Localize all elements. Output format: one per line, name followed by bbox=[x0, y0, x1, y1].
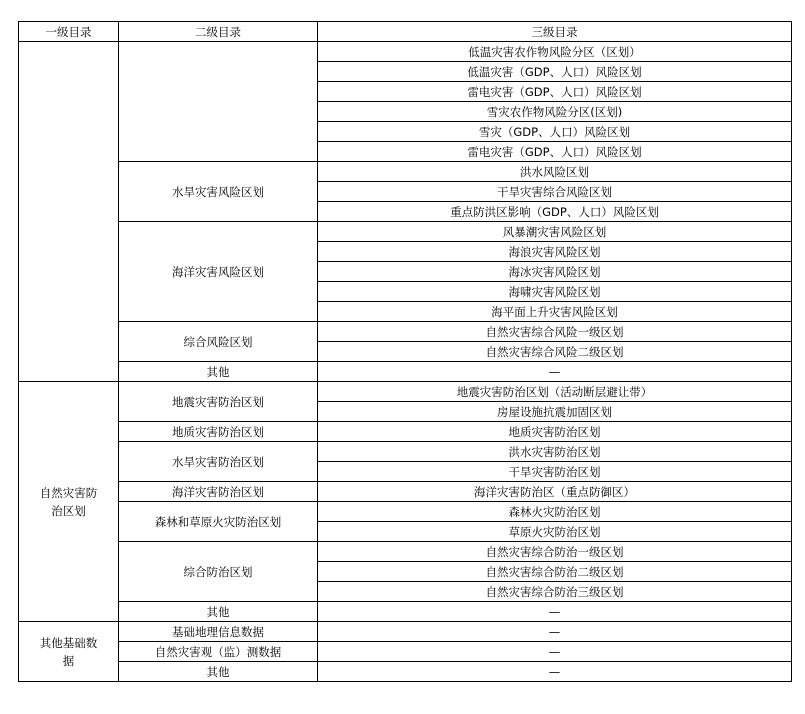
level3-cell: 低温灾害（GDP、人口）风险区划 bbox=[318, 62, 792, 82]
level3-cell: 自然灾害综合风险二级区划 bbox=[318, 342, 792, 362]
level2-cell: 其他 bbox=[119, 362, 318, 382]
level3-cell: 洪水灾害防治区划 bbox=[318, 442, 792, 462]
level3-cell: 自然灾害综合风险一级区划 bbox=[318, 322, 792, 342]
level3-cell: 海洋灾害防治区（重点防御区） bbox=[318, 482, 792, 502]
level3-cell: 雪灾（GDP、人口）风险区划 bbox=[318, 122, 792, 142]
level3-cell: 重点防洪区影响（GDP、人口）风险区划 bbox=[318, 202, 792, 222]
table-row bbox=[19, 222, 792, 242]
table-row bbox=[19, 642, 792, 662]
level2-cell: 海洋灾害风险区划 bbox=[119, 222, 318, 322]
level1-cell bbox=[19, 42, 119, 382]
level2-cell: 海洋灾害防治区划 bbox=[119, 482, 318, 502]
table-row bbox=[19, 162, 792, 182]
level2-cell: 综合防治区划 bbox=[119, 542, 318, 602]
table-row bbox=[19, 542, 792, 562]
level2-cell: 森林和草原火灾防治区划 bbox=[119, 502, 318, 542]
level3-cell: — bbox=[318, 362, 792, 382]
catalog-table-container bbox=[18, 21, 791, 682]
catalog-body bbox=[19, 42, 792, 682]
table-row bbox=[19, 42, 792, 62]
table-row bbox=[19, 322, 792, 342]
level2-cell: 水旱灾害风险区划 bbox=[119, 162, 318, 222]
level2-cell: 基础地理信息数据 bbox=[119, 622, 318, 642]
catalog-table bbox=[18, 21, 792, 682]
level3-cell: 低温灾害农作物风险分区（区划） bbox=[318, 42, 792, 62]
level2-cell: 自然灾害观（监）测数据 bbox=[119, 642, 318, 662]
table-row bbox=[19, 442, 792, 462]
level3-cell: 干旱灾害防治区划 bbox=[318, 462, 792, 482]
level3-cell: 自然灾害综合防治三级区划 bbox=[318, 582, 792, 602]
level2-cell: 地质灾害防治区划 bbox=[119, 422, 318, 442]
level2-cell: 水旱灾害防治区划 bbox=[119, 442, 318, 482]
level3-cell: 森林火灾防治区划 bbox=[318, 502, 792, 522]
header-level3: 三级目录 bbox=[318, 22, 792, 42]
level3-cell: 海啸灾害风险区划 bbox=[318, 282, 792, 302]
table-row bbox=[19, 482, 792, 502]
level3-cell: 地质灾害防治区划 bbox=[318, 422, 792, 442]
level3-cell: 风暴潮灾害风险区划 bbox=[318, 222, 792, 242]
table-row bbox=[19, 662, 792, 682]
header-row bbox=[19, 22, 792, 42]
level2-cell: 其他 bbox=[119, 662, 318, 682]
level2-cell: 地震灾害防治区划 bbox=[119, 382, 318, 422]
table-row bbox=[19, 602, 792, 622]
table-row bbox=[19, 382, 792, 402]
level3-cell: 地震灾害防治区划（活动断层避让带） bbox=[318, 382, 792, 402]
level3-cell: 洪水风险区划 bbox=[318, 162, 792, 182]
level3-cell: 自然灾害综合防治一级区划 bbox=[318, 542, 792, 562]
level3-cell: 海冰灾害风险区划 bbox=[318, 262, 792, 282]
level3-cell: — bbox=[318, 642, 792, 662]
level3-cell: — bbox=[318, 622, 792, 642]
level3-cell: — bbox=[318, 602, 792, 622]
level3-cell: 雪灾农作物风险分区(区划) bbox=[318, 102, 792, 122]
level3-cell: 草原火灾防治区划 bbox=[318, 522, 792, 542]
table-row bbox=[19, 622, 792, 642]
level3-cell: 雷电灾害（GDP、人口）风险区划 bbox=[318, 82, 792, 102]
table-row bbox=[19, 362, 792, 382]
level3-cell: — bbox=[318, 662, 792, 682]
level3-cell: 雷电灾害（GDP、人口）风险区划 bbox=[318, 142, 792, 162]
level1-cell: 自然灾害防 治区划 bbox=[19, 382, 119, 622]
level3-cell: 干旱灾害综合风险区划 bbox=[318, 182, 792, 202]
level3-cell: 海浪灾害风险区划 bbox=[318, 242, 792, 262]
level2-cell bbox=[119, 42, 318, 162]
level3-cell: 海平面上升灾害风险区划 bbox=[318, 302, 792, 322]
level3-cell: 房屋设施抗震加固区划 bbox=[318, 402, 792, 422]
header-level2: 二级目录 bbox=[119, 22, 318, 42]
level1-cell: 其他基础数 据 bbox=[19, 622, 119, 682]
header-level1: 一级目录 bbox=[19, 22, 119, 42]
level3-cell: 自然灾害综合防治二级区划 bbox=[318, 562, 792, 582]
table-row bbox=[19, 422, 792, 442]
level2-cell: 其他 bbox=[119, 602, 318, 622]
table-row bbox=[19, 502, 792, 522]
level2-cell: 综合风险区划 bbox=[119, 322, 318, 362]
